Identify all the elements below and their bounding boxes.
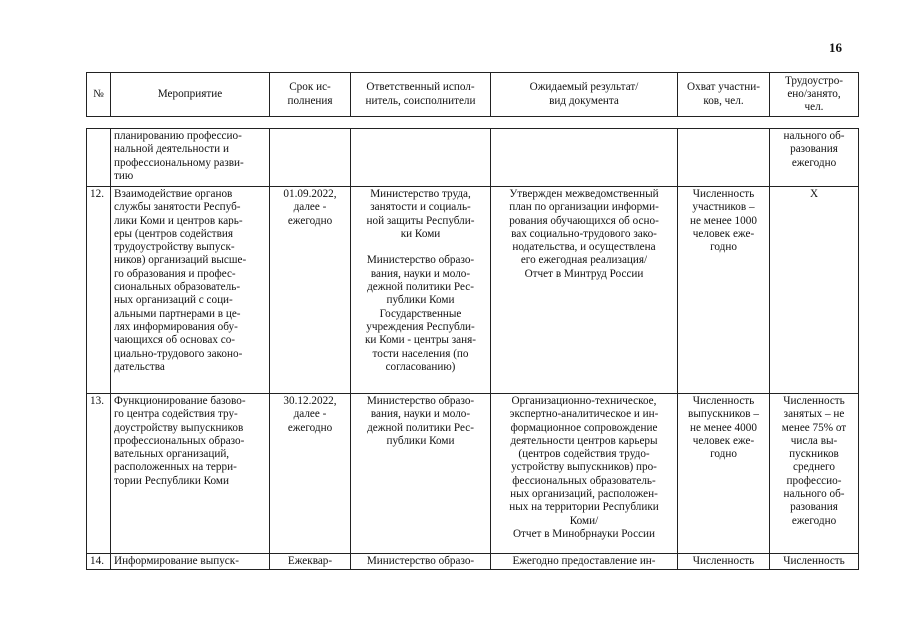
row-result: Ежегодно предоставление ин- [491,554,678,570]
events-table [86,72,859,570]
row-coverage: Численность [678,554,770,570]
row-event: планированию профессио- нальной деятельности и профессиональному разви- тию [111,129,270,187]
row-number: 13. [87,394,111,554]
row-result: Организационно-техническое, экспертно-аналитическое и ин- формационное сопровождение деятельности центров карьеры (центров содействия трудо- устройству выпускников) про- фессиональных образователь- ных организаций, расположен- ных на территории Республики Коми/ Отчет в Минобрнауки России [491,394,678,554]
header-employment-text: Трудоустро- ено/занято, чел. [784,74,844,114]
header-deadline [270,73,351,117]
row-coverage: Численность выпускников – не менее 4000 человек еже- годно [678,394,770,554]
row-event: Информирование выпуск- [111,554,270,570]
header-deadline-text: Срок ис- полнения [287,81,333,107]
row-employment: Х [770,187,859,394]
row-deadline [270,129,351,187]
table-gap-row [87,117,859,129]
page-number: 16 [829,40,842,55]
header-coverage [678,73,770,117]
row-deadline: 30.12.2022, далее - ежегодно [270,394,351,554]
header-responsible-text: Ответственный испол- нитель, соисполнители [365,81,476,107]
header-num: № [87,73,111,117]
row-coverage [678,129,770,187]
table-row [87,187,859,394]
row-event: Функционирование базово- го центра содействия тру- доустройству выпускников профессиональных образо- вательных организаций, расположенных на терри- тории Республики Коми [111,394,270,554]
gap-cell [87,117,859,129]
header-employment [770,73,859,117]
row-responsible: Министерство образо- [351,554,491,570]
row-deadline: 01.09.2022, далее - ежегодно [270,187,351,394]
row-number: 14. [87,554,111,570]
row-responsible: Министерство образо- вания, науки и моло- дежной политики Рес- публики Коми [351,394,491,554]
table-row [87,554,859,570]
header-responsible [351,73,491,117]
header-coverage-text: Охват участни- ков, чел. [687,81,760,107]
row-coverage: Численность участников – не менее 1000 человек еже- годно [678,187,770,394]
row-event: Взаимодействие органов службы занятости Респуб- лики Коми и центров карь- еры (центров содействия трудоустройству выпуск- ников) организаций высше- го образования и профес- сиональных образователь- ных организаций с соци- альными партнерами в це- лях информирования обу- чающихся об основах со- циально-трудового законо- дательства [111,187,270,394]
row-number [87,129,111,187]
row-employment: Численность [770,554,859,570]
header-result-text: Ожидаемый результат/ вид документа [529,81,639,107]
row-employment: Численность занятых – не менее 75% от числа вы- пускников среднего профессио- нального об- разования ежегодно [770,394,859,554]
row-deadline: Ежеквар- [270,554,351,570]
row-responsible: Министерство труда, занятости и социаль- ной защиты Республи- ки Коми Министерство образо- вания, науки и моло- дежной политики Рес- публики Коми Государственные учреждения Республи- ки Коми - центры заня- тости населения (по согласованию) [351,187,491,394]
header-event: Мероприятие [111,73,270,117]
row-result [491,129,678,187]
row-result: Утвержден межведомственный план по организации информи- рования обучающихся об осно- вах социально-трудового зако- нодательства, и осуществлена его ежегодная реализация/ Отчет в Минтруд России [491,187,678,394]
row-number: 12. [87,187,111,394]
row-responsible [351,129,491,187]
row-employment: нального об- разования ежегодно [770,129,859,187]
table-header-row [87,73,859,117]
header-result [491,73,678,117]
table-row [87,129,859,187]
table-row [87,394,859,554]
